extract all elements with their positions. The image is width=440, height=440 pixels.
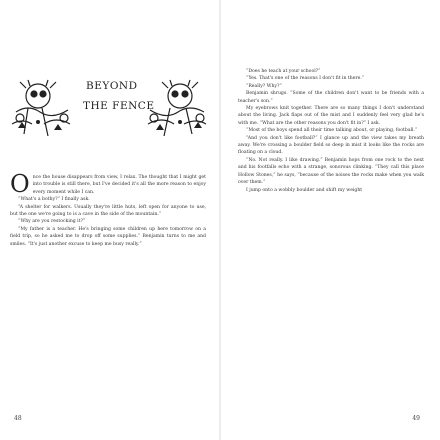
paragraph: “Why are you restocking it?” <box>18 219 86 225</box>
hedgehog-flower-ornament-icon <box>140 78 212 142</box>
left-page-body <box>10 170 206 248</box>
paragraph: “Yes. That's one of the reasons I don't fit in there.” <box>246 76 365 82</box>
page-number-left: 48 <box>14 415 22 422</box>
paragraph: “Most of the boys spend all their time talking about, or playing, football.” <box>246 128 418 134</box>
paragraph: My eyebrows knit together. There are so many things I don't understand about the living. Jack flaps out of the mist and I suddenly feel very glad he's with me. “What are the other reasons you don't fit in?” I ask. <box>238 106 424 126</box>
chapter-heading <box>8 78 212 148</box>
paragraph: Benjamin shrugs. “Some of the children don't want to be friends with a teacher's son.” <box>238 91 424 104</box>
paragraph: “Really? Why?” <box>246 83 282 89</box>
paragraph: “What's a bothy?” I finally ask. <box>18 197 90 203</box>
chapter-title-line2: THE FENCE <box>83 100 155 112</box>
paragraph: “And you don't like football?” I glance up and the view takes my breath away. We're crossing a boulder field so deep in mist it looks like the rocks are floating on a cloud. <box>238 135 424 156</box>
drop-cap: O <box>10 170 30 198</box>
chapter-title-line1: BEYOND <box>86 80 138 92</box>
paragraph: “No. Not really. I like drawing.” Benjamin hops from one rock to the next and his footfalls echo with a strange, sonorous clinking. “They call this place Hollow Stones,” he says, “because of the noises the rocks make when you walk over them.” <box>238 157 424 186</box>
paragraph: “Does he teach at your school?” <box>246 69 321 74</box>
page-number-right: 49 <box>412 415 420 422</box>
paragraph: “A shelter for walkers. Usually they're little huts, left open for anyone to use, but the one we're going to is a cave in the side of the mountain.” <box>10 204 206 218</box>
opening-paragraph-text: nce the house disappears from view, I relax. The thought that I might get into trouble is still there, but I've decided it's all the more reason to enjoy every moment while I can. <box>32 175 206 195</box>
paragraph: I jump onto a wobbly boulder and shift my weight <box>246 187 363 193</box>
paragraph: “My father is a teacher. He's bringing some children up here tomorrow on a field trip, so he asked me to drop off some supplies.” Benjamin turns to me and smiles. “It's just another excuse to keep me busy really.” <box>10 226 206 247</box>
hedgehog-flower-ornament-icon <box>8 78 78 142</box>
right-page <box>220 0 440 440</box>
opening-paragraph <box>10 170 206 198</box>
right-page-body <box>238 68 424 194</box>
